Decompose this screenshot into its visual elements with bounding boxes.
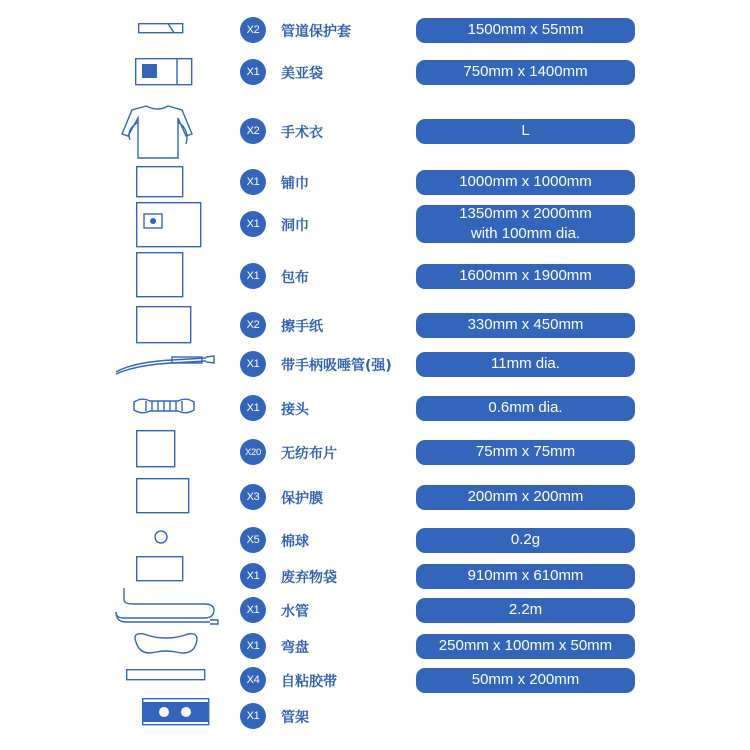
spec-text: with 100mm dia. xyxy=(470,225,581,242)
item-name: 自粘胶带 xyxy=(281,674,337,690)
spec-pill xyxy=(416,485,635,510)
quantity-badge: X1 xyxy=(240,563,266,589)
spec-pill xyxy=(416,60,635,85)
item-name: 擦手纸 xyxy=(281,319,323,335)
spec-text: 50mm x 200mm xyxy=(471,671,580,688)
quantity-badge: X2 xyxy=(240,17,266,43)
surgical-gown-icon xyxy=(120,100,196,166)
item-name: 包布 xyxy=(281,270,309,286)
spec-text: 200mm x 200mm xyxy=(467,488,584,505)
quantity-badge: X1 xyxy=(240,395,266,421)
spec-pill xyxy=(416,18,635,43)
spec-text: 11mm dia. xyxy=(491,355,560,372)
quantity-badge: X5 xyxy=(240,527,266,553)
quantity-badge: X1 xyxy=(240,59,266,85)
spec-pill xyxy=(416,119,635,144)
quantity-badge: X1 xyxy=(240,703,266,729)
spec-text: 910mm x 610mm xyxy=(467,567,584,584)
spec-text: 0.2g xyxy=(510,531,541,548)
mayo-bag-icon xyxy=(135,58,193,90)
spec-pill xyxy=(416,440,635,465)
waste-bag-icon xyxy=(136,556,184,586)
spec-pill xyxy=(416,170,635,195)
item-name: 棉球 xyxy=(281,534,309,550)
connector-icon xyxy=(132,395,196,421)
item-name: 手术衣 xyxy=(281,125,323,141)
quantity-badge: X1 xyxy=(240,633,266,659)
item-name: 带手柄吸唾管(强) xyxy=(281,358,392,374)
quantity-badge: X2 xyxy=(240,312,266,338)
spec-text: L xyxy=(521,122,530,139)
spec-pill xyxy=(416,528,635,553)
quantity-badge: X3 xyxy=(240,484,266,510)
cotton-ball-icon xyxy=(154,529,168,548)
water-tube-icon xyxy=(114,586,220,634)
item-name: 水管 xyxy=(281,604,309,620)
item-name: 无纺布片 xyxy=(281,446,337,462)
fenestrated-drape-icon xyxy=(136,202,202,252)
quantity-badge: X1 xyxy=(240,351,266,377)
spec-pill xyxy=(416,564,635,589)
spec-pill xyxy=(416,264,635,289)
gauze-icon xyxy=(136,430,176,472)
spec-pill xyxy=(416,396,635,421)
spec-text: 1000mm x 1000mm xyxy=(459,173,592,190)
item-name: 弯盘 xyxy=(281,640,309,656)
item-name: 铺巾 xyxy=(281,176,309,192)
spec-pill xyxy=(416,313,635,338)
spec-text: 0.6mm dia. xyxy=(488,399,563,416)
item-name: 管架 xyxy=(281,710,309,726)
adhesive-tape-icon xyxy=(126,666,206,685)
spec-pill xyxy=(416,205,635,243)
quantity-badge: X2 xyxy=(240,118,266,144)
spec-text: 2.2m xyxy=(508,601,543,618)
spec-text: 750mm x 1400mm xyxy=(463,63,588,80)
spec-text: 1600mm x 1900mm xyxy=(459,267,592,284)
quantity-badge: X1 xyxy=(240,211,266,237)
kidney-dish-icon xyxy=(130,630,202,662)
spec-pill xyxy=(416,668,635,693)
quantity-badge: X1 xyxy=(240,169,266,195)
quantity-badge: X20 xyxy=(240,439,266,465)
item-name: 洞巾 xyxy=(281,218,309,234)
spec-pill xyxy=(416,598,635,623)
item-name: 接头 xyxy=(281,402,309,418)
wrap-cloth-icon xyxy=(136,252,184,302)
item-name: 管道保护套 xyxy=(281,24,351,40)
spec-text: 75mm x 75mm xyxy=(475,443,576,460)
protective-film-icon xyxy=(136,478,190,518)
quantity-badge: X1 xyxy=(240,263,266,289)
spec-pill xyxy=(416,352,635,377)
sleeve-icon xyxy=(138,20,184,39)
item-name: 保护膜 xyxy=(281,491,323,507)
spec-text: 1500mm x 55mm xyxy=(467,21,584,38)
drape-icon xyxy=(136,166,184,202)
item-name: 美亚袋 xyxy=(281,66,323,82)
suction-tube-icon xyxy=(114,354,218,380)
spec-text: 1350mm x 2000mm xyxy=(459,205,592,222)
quantity-badge: X1 xyxy=(240,597,266,623)
spec-text: 330mm x 450mm xyxy=(467,316,584,333)
quantity-badge: X4 xyxy=(240,667,266,693)
tube-holder-icon xyxy=(142,698,210,730)
hand-towel-icon xyxy=(136,306,192,348)
item-name: 废弃物袋 xyxy=(281,570,337,586)
spec-pill xyxy=(416,634,635,659)
spec-text: 250mm x 100mm x 50mm xyxy=(438,637,613,654)
